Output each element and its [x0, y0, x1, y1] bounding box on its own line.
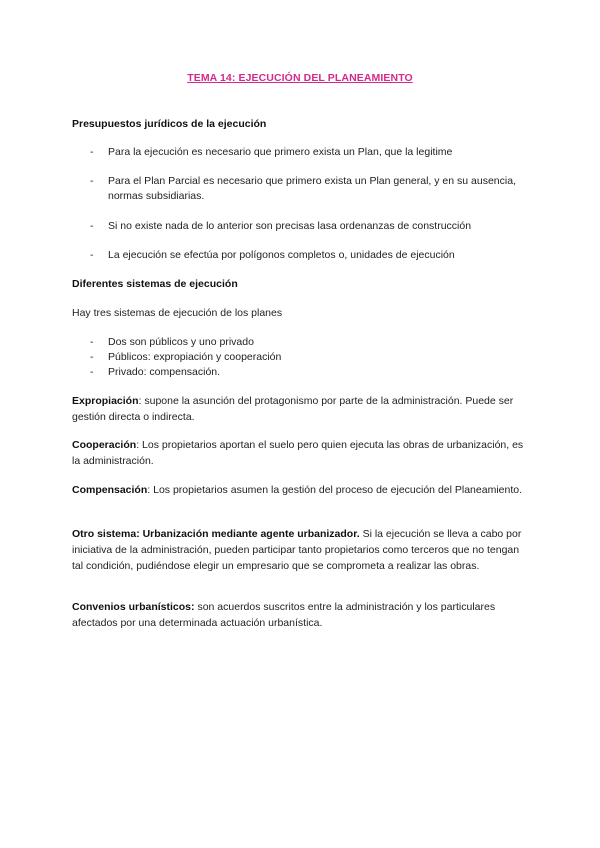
definition-otro-sistema — [72, 526, 532, 574]
dash-bullet: - — [90, 351, 94, 363]
definition-term: Otro sistema: Urbanización mediante agente urbanizador. — [72, 528, 360, 540]
definition-term: Expropiación — [72, 395, 139, 407]
definition-compensacion — [72, 482, 532, 498]
list-item-text: Privado: compensación. — [108, 366, 221, 378]
list-item-text: Dos son públicos y uno privado — [108, 336, 254, 348]
definition-expropiacion — [72, 393, 532, 425]
list-item-text: Si no existe nada de lo anterior son precisas lasa ordenanzas de construcción — [108, 220, 472, 232]
dash-bullet: - — [90, 336, 94, 348]
list-item — [90, 145, 530, 160]
dash-bullet: - — [90, 175, 94, 187]
dash-bullet: - — [90, 366, 94, 378]
section-heading-sistemas: Diferentes sistemas de ejecución — [72, 278, 238, 290]
definition-convenios — [72, 599, 532, 631]
definition-text: : Los propietarios asumen la gestión del proceso de ejecución del Planeamiento. — [147, 484, 522, 496]
section-heading-presupuestos: Presupuestos jurídicos de la ejecución — [72, 118, 267, 130]
section-intro: Hay tres sistemas de ejecución de los planes — [72, 307, 283, 319]
list-item — [90, 248, 530, 263]
dash-bullet: - — [90, 249, 94, 261]
definition-text: son acuerdos suscritos entre la administración y los particulares afectados por una determinada actuación urbanística. — [72, 601, 496, 629]
list-item-text: Para el Plan Parcial es necesario que primero exista un Plan general, y en su ausencia, normas subsidiarias. — [108, 175, 516, 202]
list-item — [90, 365, 530, 380]
list-item-text: Para la ejecución es necesario que primero exista un Plan, que la legitime — [108, 146, 453, 158]
definition-term: Convenios urbanísticos: — [72, 601, 195, 613]
list-item — [90, 174, 530, 204]
definition-cooperacion — [72, 437, 532, 469]
definition-term: Compensación — [72, 484, 148, 496]
dash-bullet: - — [90, 220, 94, 232]
list-item — [90, 219, 530, 234]
definition-text: : supone la asunción del protagonismo por parte de la administración. Puede ser gestión directa o indirecta. — [72, 395, 514, 423]
list-item — [90, 335, 530, 350]
list-item-text: La ejecución se efectúa por polígonos completos o, unidades de ejecución — [108, 249, 455, 261]
dash-bullet: - — [90, 146, 94, 158]
list-item — [90, 350, 530, 365]
list-item-text: Públicos: expropiación y cooperación — [108, 351, 282, 363]
definition-text: Si la ejecución se lleva a cabo por iniciativa de la administración, pueden participar tanto propietarios como terceros que no tengan tal condición, pudiéndose elegir un empresario que se comprometa a realizar las obras. — [72, 528, 522, 572]
definition-text: : Los propietarios aportan el suelo pero quien ejecuta las obras de urbanización, es la administración. — [72, 439, 524, 467]
definition-term: Cooperación — [72, 439, 137, 451]
document-title: TEMA 14: EJECUCIÓN DEL PLANEAMIENTO — [187, 72, 413, 84]
